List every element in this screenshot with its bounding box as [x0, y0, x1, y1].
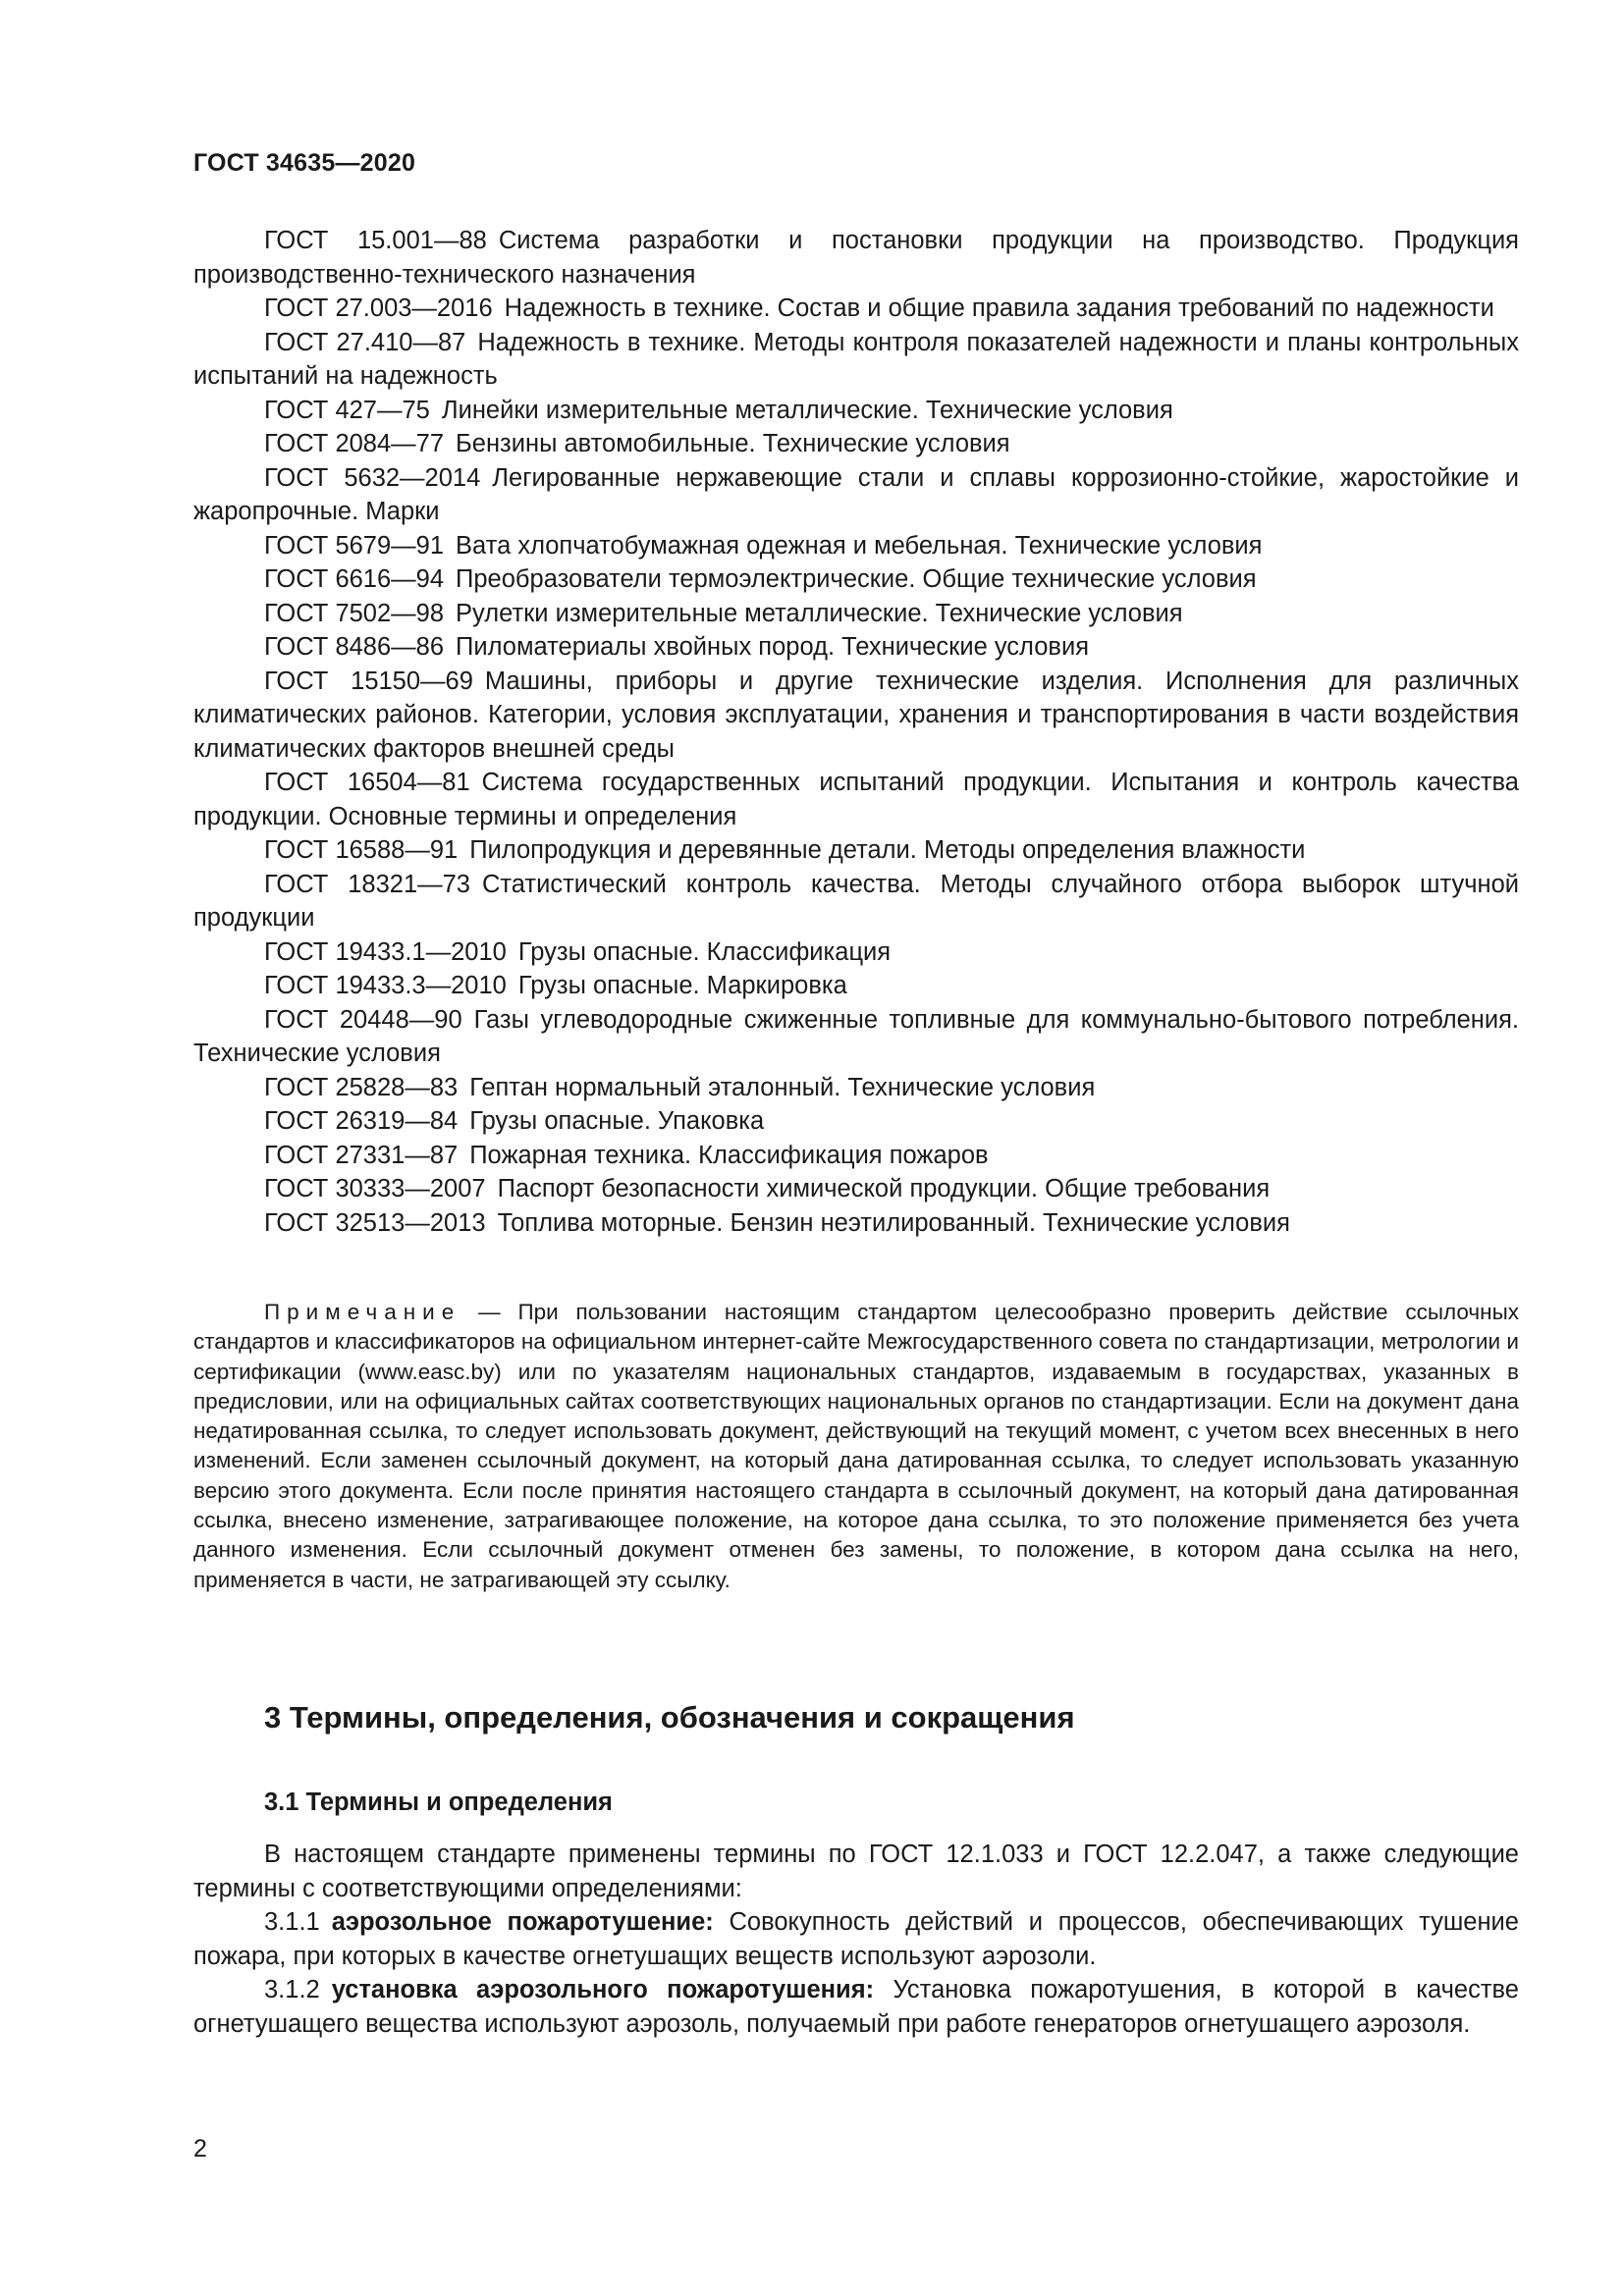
- reference-item: [193, 935, 1519, 970]
- reference-code: ГОСТ 5679—91: [264, 531, 445, 560]
- reference-title: Газы углеводородные сжиженные топливные для коммунально-бытового потребления. Технические условия: [193, 1005, 1519, 1067]
- note-dash: —: [460, 1300, 518, 1324]
- reference-item: [193, 766, 1519, 833]
- reference-title: Легированные нержавеющие стали и сплавы коррозионно-стойкие, жаростойкие и жаропрочные. Марки: [193, 463, 1519, 525]
- reference-title: Система разработки и постановки продукции на производство. Продукция производственно-технического назначения: [193, 227, 1519, 289]
- reference-item: [193, 597, 1519, 631]
- term-paragraph: [193, 1973, 1519, 2041]
- reference-title: Рулетки измерительные металлические. Технические условия: [456, 599, 1183, 627]
- reference-code: ГОСТ 19433.3—2010: [264, 972, 507, 999]
- terms-intro: В настоящем стандарте применены термины по ГОСТ 12.1.033 и ГОСТ 12.2.047, а также следующие термины с соответствующими определениями:: [193, 1841, 1519, 1902]
- reference-item: [193, 1139, 1519, 1173]
- reference-title: Грузы опасные. Классификация: [517, 937, 892, 966]
- section-title: 3 Термины, определения, обозначения и сокращения: [264, 1700, 1075, 1735]
- reference-title: Паспорт безопасности химической продукции. Общие требования: [497, 1175, 1271, 1202]
- reference-code: ГОСТ 27331—87: [264, 1141, 459, 1169]
- reference-item: [193, 529, 1519, 563]
- reference-title: Преобразователи термоэлектрические. Общие технические условия: [456, 565, 1257, 593]
- reference-title: Бензины автомобильные. Технические условия: [456, 430, 1010, 457]
- reference-title: Пожарная техника. Классификация пожаров: [469, 1141, 989, 1169]
- reference-item: [193, 665, 1519, 767]
- reference-code: ГОСТ 19433.1—2010: [264, 937, 507, 966]
- term-definition: Совокупность действий и процессов, обеспечивающих тушение пожара, при которых в качестве огнетушащих веществ используют аэрозоли.: [193, 1908, 1519, 1970]
- reference-item: [193, 969, 1519, 1003]
- reference-code: ГОСТ 8486—86: [264, 633, 445, 661]
- reference-code: ГОСТ 16504—81: [264, 769, 470, 796]
- reference-code: ГОСТ 15150—69: [264, 667, 473, 695]
- terms-section: [193, 1838, 1519, 2041]
- reference-item: [193, 562, 1519, 597]
- reference-code: ГОСТ 25828—83: [264, 1073, 459, 1101]
- note-label: Примечание: [264, 1300, 461, 1324]
- reference-item: [193, 1172, 1519, 1206]
- reference-title: Статистический контроль качества. Методы случайного отбора выборок штучной продукции: [193, 870, 1520, 932]
- term-number: 3.1.2: [264, 1976, 320, 2003]
- term-name: установка аэрозольного пожаротушения:: [331, 1976, 875, 2003]
- reference-item: [193, 833, 1519, 868]
- reference-item: [193, 1206, 1519, 1241]
- page-number: 2: [193, 2135, 207, 2163]
- reference-item: [193, 326, 1519, 394]
- reference-item: [193, 224, 1519, 292]
- reference-code: ГОСТ 20448—90: [264, 1005, 462, 1034]
- reference-title: Топлива моторные. Бензин неэтилированный. Технические условия: [497, 1208, 1290, 1237]
- reference-title: Пилопродукция и деревянные детали. Методы определения влажности: [469, 836, 1306, 864]
- reference-title: Грузы опасные. Маркировка: [517, 972, 847, 999]
- reference-title: Линейки измерительные металлические. Технические условия: [441, 396, 1173, 424]
- reference-title: Система государственных испытаний продукции. Испытания и контроль качества продукции. Основные термины и определения: [193, 769, 1519, 830]
- reference-item: [193, 394, 1519, 428]
- reference-item: [193, 868, 1519, 935]
- term-number: 3.1.1: [264, 1908, 320, 1936]
- document-header: ГОСТ 34635—2020: [193, 149, 416, 177]
- reference-code: ГОСТ 18321—73: [264, 870, 470, 898]
- reference-code: ГОСТ 27.410—87: [264, 328, 466, 356]
- reference-item: [193, 427, 1519, 461]
- term-name: аэрозольное пожаротушение:: [331, 1908, 714, 1936]
- reference-item: [193, 1003, 1519, 1071]
- reference-code: ГОСТ 427—75: [264, 396, 430, 424]
- reference-title: Машины, приборы и другие технические изделия. Исполнения для различных климатических районов. Категории, условия эксплуатации, хранения и транспортирования в части воздействия климатических факторов внешней среды: [193, 667, 1520, 763]
- reference-title: Грузы опасные. Упаковка: [469, 1107, 765, 1135]
- reference-title: Вата хлопчатобумажная одежная и мебельная. Технические условия: [456, 531, 1263, 560]
- reference-code: ГОСТ 6616—94: [264, 565, 445, 593]
- term-definition: Установка пожаротушения, в которой в качестве огнетушащего вещества используют аэрозоль, получаемый при работе генераторов огнетушащего аэрозоля.: [193, 1976, 1519, 2038]
- note-text: При пользовании настоящим стандартом целесообразно проверить действие ссылочных стандартов и классификаторов на официальном интернет-сайте Межгосударственного совета по стандартизации, метрологии и сертификации (www.easc.by) или по указателям национальных стандартов, издаваемым в государствах, указанных в предисловии, или на официальных сайтах соответствующих национальных органов по стандартизации. Если на документ дана недатированная ссылка, то следует использовать документ, действующий на текущий момент, с учетом всех внесенных в него изменений. Если заменен ссылочный документ, на который дана датированная ссылка, то следует использовать указанную версию этого документа. Если после принятия настоящего стандарта в ссылочный документ, на который дана датированная ссылка, внесено изменение, затрагивающее положение, на которое дана ссылка, то это положение применяется без учета данного изменения. Если ссылочный документ отменен без замены, то положение, в котором дана ссылка на него, применяется в части, не затрагивающей эту ссылку.: [193, 1300, 1519, 1592]
- reference-code: ГОСТ 16588—91: [264, 836, 459, 864]
- reference-title: Надежность в технике. Состав и общие правила задания требований по надежности: [504, 294, 1494, 322]
- note-paragraph: [193, 1298, 1519, 1595]
- term-paragraph: [193, 1905, 1519, 1973]
- reference-code: ГОСТ 26319—84: [264, 1107, 459, 1135]
- reference-title: Пиломатериалы хвойных пород. Технические условия: [456, 633, 1090, 661]
- reference-item: [193, 461, 1519, 529]
- reference-item: [193, 1071, 1519, 1105]
- reference-code: ГОСТ 32513—2013: [264, 1208, 486, 1237]
- reference-item: [193, 1104, 1519, 1139]
- reference-code: ГОСТ 2084—77: [264, 430, 445, 457]
- reference-code: ГОСТ 7502—98: [264, 599, 445, 627]
- reference-title: Надежность в технике. Методы контроля показателей надежности и планы контрольных испытаний на надежность: [193, 328, 1519, 390]
- subsection-title: 3.1 Термины и определения: [264, 1789, 613, 1816]
- reference-code: ГОСТ 27.003—2016: [264, 294, 493, 322]
- reference-item: [193, 630, 1519, 665]
- normative-references-list: [193, 224, 1519, 1240]
- reference-item: [193, 292, 1519, 326]
- reference-code: ГОСТ 5632—2014: [264, 463, 481, 492]
- reference-code: ГОСТ 30333—2007: [264, 1175, 486, 1202]
- reference-code: ГОСТ 15.001—88: [264, 227, 487, 254]
- reference-title: Гептан нормальный эталонный. Технические условия: [469, 1073, 1096, 1101]
